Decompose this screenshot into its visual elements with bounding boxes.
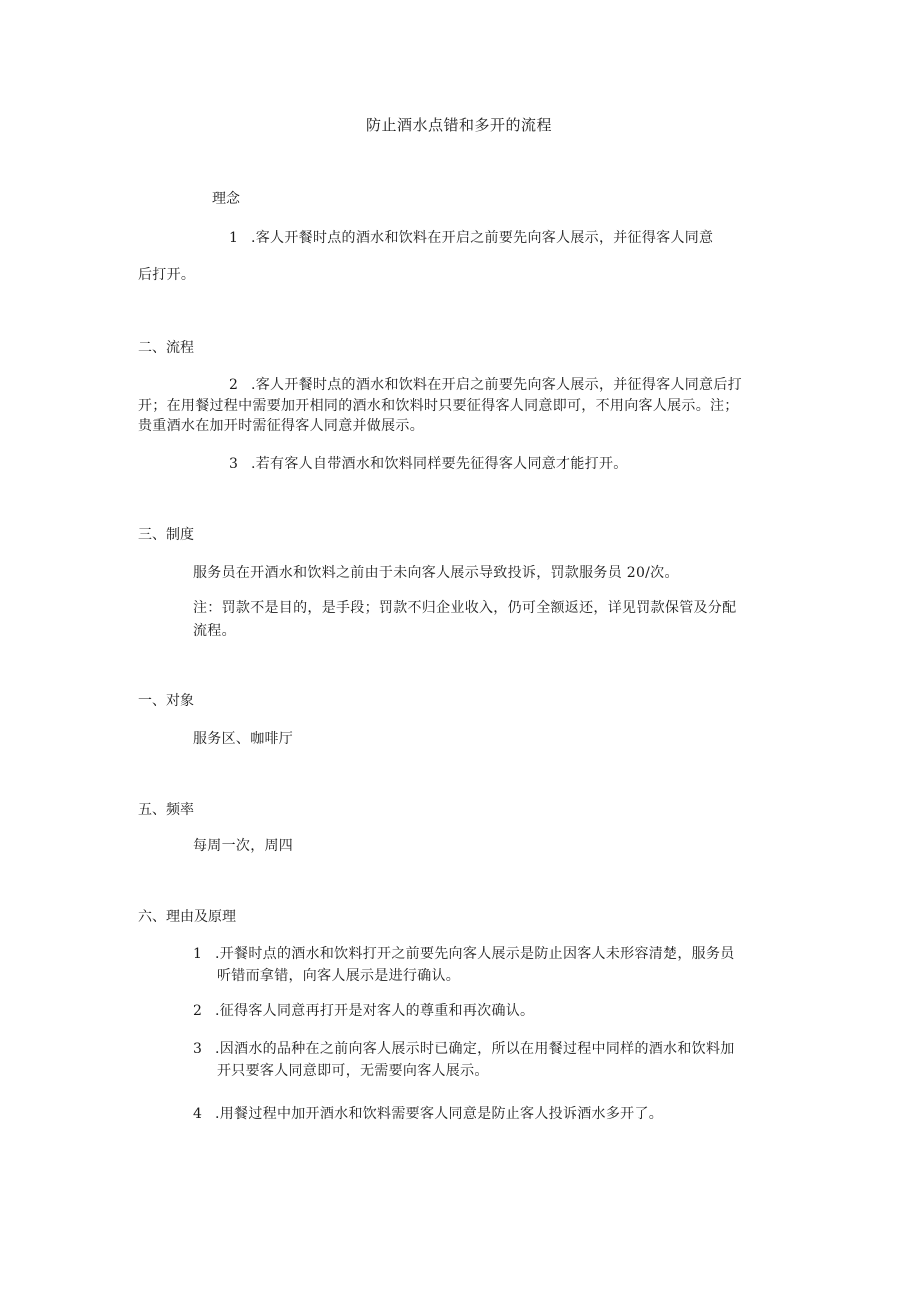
reason-item-1-line-2: 听错而拿错，向客人展示是进行确认。 [217, 968, 461, 984]
item-number: 1 [193, 946, 203, 962]
rules-paragraph-1: 服务员在开酒水和饮料之前由于未向客人展示导致投诉，罚款服务员 20/次。 [193, 565, 679, 581]
item-text: .若有客人自带酒水和饮料同样要先征得客人同意才能打开。 [251, 456, 628, 472]
target-text: 服务区、咖啡厅 [193, 731, 294, 747]
page-title: 防止酒水点错和多开的流程 [366, 116, 553, 134]
concept-item-1 [229, 231, 713, 245]
section-heading-target: 一、对象 [138, 693, 194, 709]
process-item-2 [229, 378, 742, 392]
item-text: .征得客人同意再打开是对客人的尊重和再次确认。 [215, 1003, 535, 1019]
reason-item-3-line-2: 开只要客人同意即可，无需要向客人展示。 [217, 1063, 489, 1079]
item-number: 4 [193, 1106, 203, 1122]
item-number: 3 [229, 456, 239, 472]
rules-note-line-1: 注：罚款不是目的，是手段；罚款不归企业收入，仍可全额返还，详见罚款保管及分配 [193, 600, 737, 616]
reason-item-4 [193, 1107, 663, 1121]
process-item-3 [229, 457, 628, 471]
item-text: .客人开餐时点的酒水和饮料在开启之前要先向客人展示，并征得客人同意后打 [251, 377, 742, 393]
rules-note-line-2: 流程。 [193, 623, 236, 639]
section-heading-concept: 理念 [212, 191, 240, 207]
item-number: 3 [193, 1041, 203, 1057]
reason-item-1 [193, 947, 735, 961]
item-text: .客人开餐时点的酒水和饮料在开启之前要先向客人展示，并征得客人同意 [251, 230, 714, 246]
item-text: .用餐过程中加开酒水和饮料需要客人同意是防止客人投诉酒水多开了。 [215, 1106, 664, 1122]
item-number: 2 [193, 1003, 203, 1019]
process-item-2-line-2: 开；在用餐过程中需要加开相同的酒水和饮料时只要征得客人同意即可，不用向客人展示。注； [138, 398, 739, 414]
item-number: 1 [229, 230, 239, 246]
reason-item-2 [193, 1004, 534, 1018]
item-text: .因酒水的品种在之前向客人展示时已确定，所以在用餐过程中同样的酒水和饮料加 [215, 1041, 735, 1057]
frequency-text: 每周一次，周四 [193, 838, 294, 854]
section-heading-process: 二、流程 [138, 340, 194, 356]
item-text: .开餐时点的酒水和饮料打开之前要先向客人展示是防止因客人未形容清楚，服务员 [215, 946, 735, 962]
section-heading-frequency: 五、频率 [138, 802, 194, 818]
process-item-2-line-3: 贵重酒水在加开时需征得客人同意并做展示。 [138, 418, 424, 434]
concept-item-1-continued: 后打开。 [138, 267, 196, 283]
reason-item-3 [193, 1042, 735, 1056]
item-number: 2 [229, 377, 239, 393]
section-heading-rules: 三、制度 [138, 527, 194, 543]
section-heading-reason: 六、理由及原理 [138, 909, 236, 925]
